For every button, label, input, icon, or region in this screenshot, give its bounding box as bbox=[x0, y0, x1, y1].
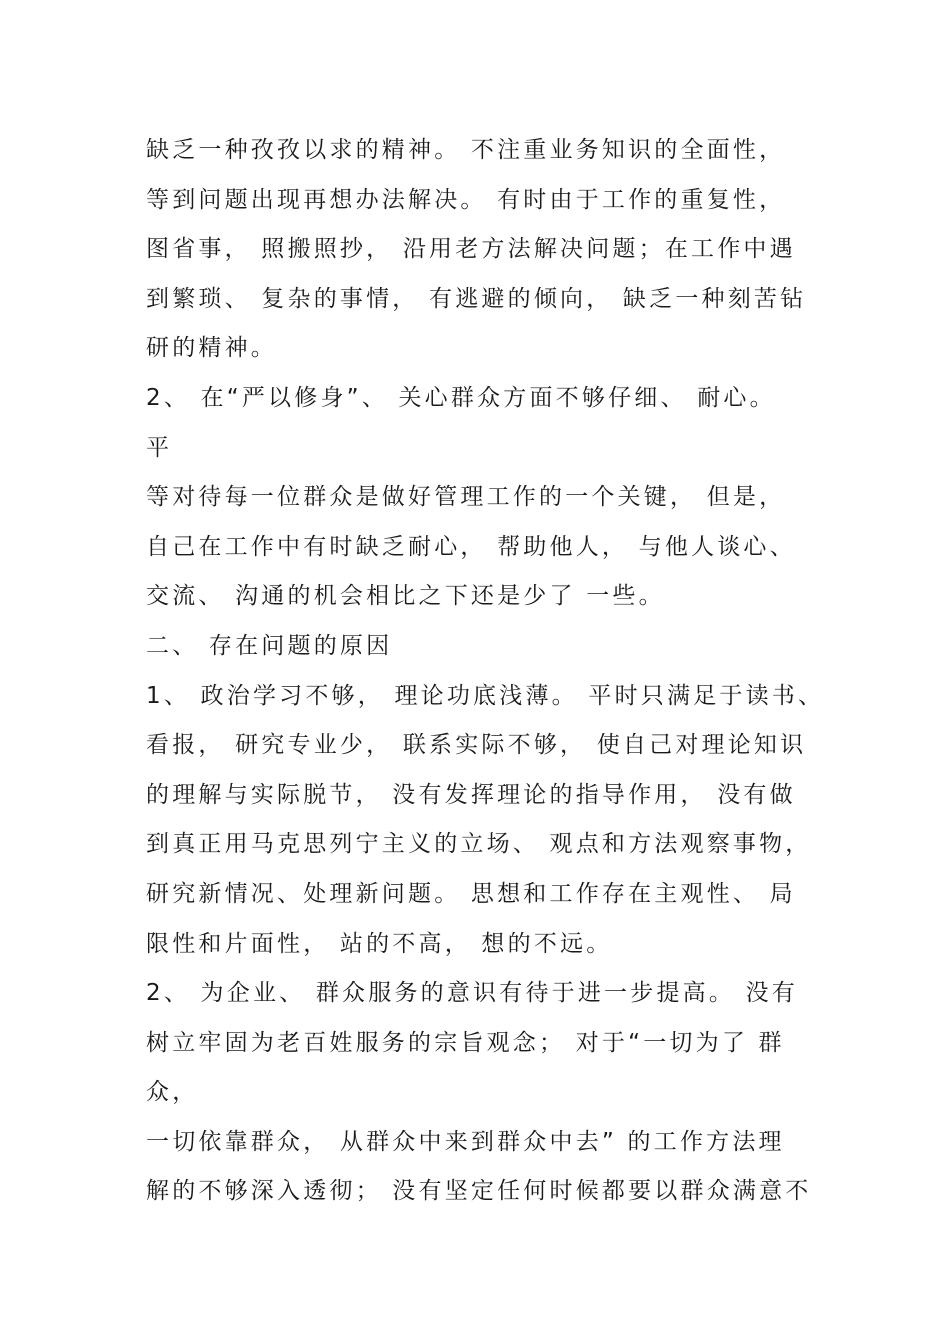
text-line: 限性和片面性， 站的不高， 想的不远。 bbox=[146, 930, 613, 957]
text-line: 看报， 研究专业少， 联系实际不够， 使自己对理论知识 bbox=[146, 732, 807, 759]
text-line: 2、 为企业、 群众服务的意识有待于进一步提高。 没有 bbox=[146, 980, 798, 1007]
text-line: 缺乏一种孜孜以求的精神。 不注重业务知识的全面性， bbox=[146, 137, 786, 163]
text-line: 众， bbox=[146, 1079, 199, 1106]
text-line: 树立牢固为老百姓服务的宗旨观念； 对于“一切为了 群 bbox=[146, 1029, 785, 1056]
text-line: 等到问题出现再想办法解决。 有时由于工作的重复性， bbox=[146, 186, 786, 213]
text-line: 一切依靠群众， 从群众中来到群众中去” 的工作方法理 bbox=[146, 1128, 785, 1155]
text-line: 自己在工作中有时缺乏耐心， 帮助他人， 与他人谈心、 bbox=[146, 533, 796, 560]
text-line: 到真正用马克思列宁主义的立场、 观点和方法观察事物， bbox=[146, 831, 812, 858]
text-line: 研究新情况、处理新问题。 思想和工作存在主观性、 局 bbox=[146, 880, 796, 907]
text-line: 图省事， 照搬照抄， 沿用老方法解决问题；在工作中遇 bbox=[146, 236, 796, 263]
text-line: 解的不够深入透彻； 没有坚定任何时候都要以群众满意不 bbox=[146, 1178, 812, 1205]
document-body bbox=[146, 126, 826, 1217]
text-line: 平 bbox=[146, 434, 173, 461]
text-line: 研的精神。 bbox=[146, 335, 277, 362]
text-line: 的理解与实际脱节， 没有发挥理论的指导作用， 没有做 bbox=[146, 781, 796, 808]
text-line: 到繁琐、 复杂的事情， 有逃避的倾向， 缺乏一种刻苦钻 bbox=[146, 285, 807, 312]
text-line: 交流、 沟通的机会相比之下还是少了 一些。 bbox=[146, 583, 665, 610]
text-line: 1、 政治学习不够， 理论功底浅薄。 平时只满足于读书、 bbox=[146, 682, 825, 709]
text-line: 等对待每一位群众是做好管理工作的一个关键， 但是， bbox=[146, 484, 786, 511]
section-heading: 二、 存在问题的原因 bbox=[146, 632, 393, 659]
text-line: 2、 在“严以修身”、 关心群众方面不够仔细、 耐心。 bbox=[146, 384, 776, 411]
